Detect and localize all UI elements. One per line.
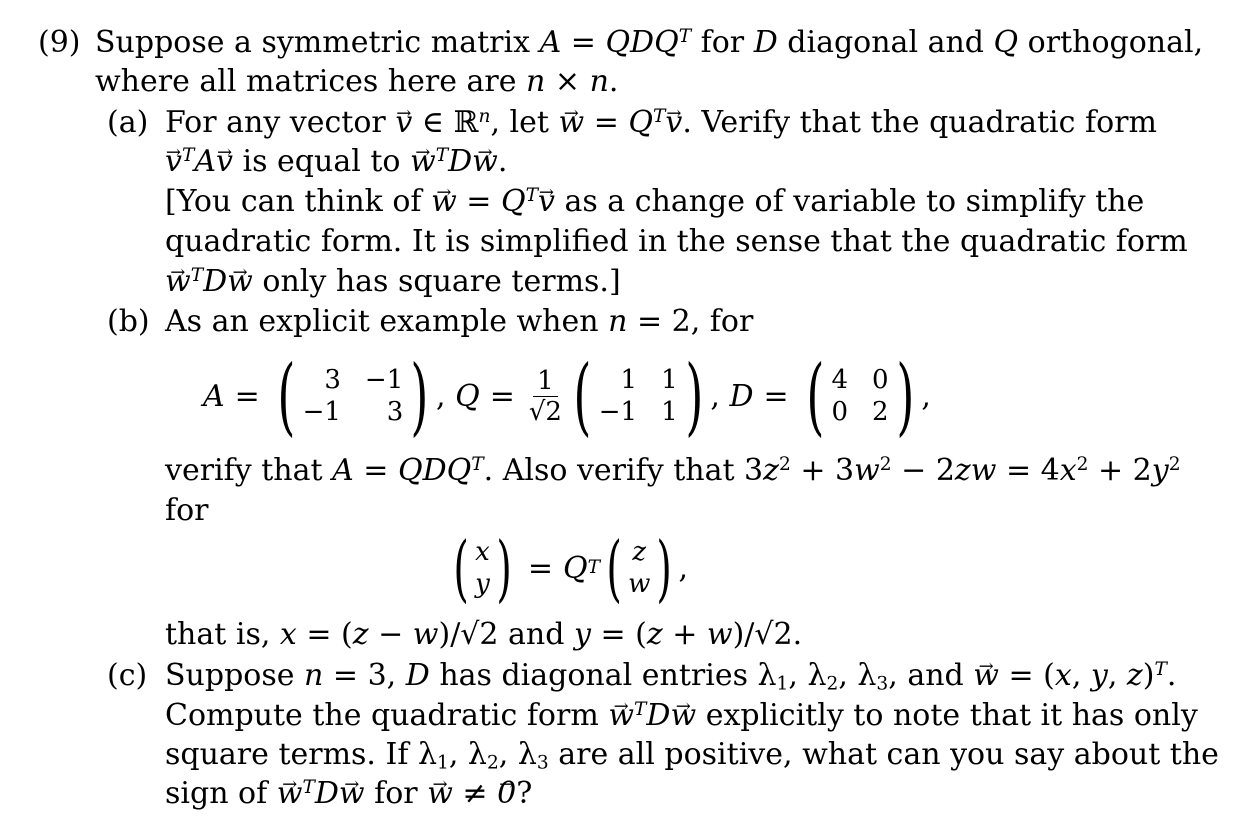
matrix-q <box>599 365 678 427</box>
fraction-denominator: √2 <box>528 396 562 427</box>
matrix-a-entry: 3 <box>386 397 404 427</box>
matrix-a <box>303 365 404 427</box>
matrix-d-entry: 2 <box>872 397 889 427</box>
matrix-d <box>831 365 888 427</box>
part-a-line-2: → $v^TA\to v$ is equal to → $w^TD\to w$. <box>165 144 507 180</box>
part-b-label: (b) <box>107 304 150 339</box>
part-b-line-3: for <box>165 493 209 528</box>
matrix-a-entry: 3 <box>324 365 341 395</box>
vector-entry: y <box>475 569 490 599</box>
matrix-a-entry: −1 <box>364 365 404 395</box>
part-c-line-3: square terms. If $\lambda_1$, $\lambda_2$, $\lambda_3$ are all positive, what can you say about the <box>165 737 1219 774</box>
part-c-label: (c) <box>107 658 148 693</box>
matrix-q-scalar <box>529 366 562 427</box>
part-c-line-4: sign of → $w^TD\to w$ for → w ≠ → 0? <box>165 776 532 812</box>
matrix-d-entry: 0 <box>831 397 849 427</box>
matrix-q-entry: 1 <box>661 397 678 427</box>
vector-entry: x <box>475 537 490 567</box>
matrix-d-entry: 0 <box>872 365 889 395</box>
problem-number: (9) <box>38 25 81 60</box>
vector-xy <box>475 537 490 599</box>
vector-zw <box>628 537 650 599</box>
matrix-q-entry: 1 <box>620 365 638 395</box>
matrix-definitions: A = ( 3 −1 −1 3 ) , Q = $\frac{1}{√2}$ ( 1 1 −1 1 ) , D = ( 4 0 0 2 ) , <box>203 347 931 445</box>
vector-entry: w <box>628 569 651 599</box>
part-a-note-line-2: quadratic form. It is simplified in the sense that the quadratic form <box>165 224 1188 259</box>
part-c-line-2: Compute the quadratic form → $w^TD\to w$ explicitly to note that it has only <box>165 698 1198 734</box>
part-b-line-4: that is, x = (z − w)/√2 and y = (z + w)/√2. <box>165 617 803 652</box>
part-a-label: (a) <box>107 105 149 140</box>
problem-intro-line-1: Suppose a symmetric matrix $A = QDQ^T$ for D diagonal and Q orthogonal, <box>95 25 1204 60</box>
part-a-note-line-1: [You can think of → $w = Q^T\to v$ as a change of variable to simplify the <box>165 184 1144 220</box>
matrix-q-entry: −1 <box>598 397 638 427</box>
part-c-line-1: Suppose n = 3, D has diagonal entries $\lambda_1$, $\lambda_2$, $\lambda_3$, and → w = (x, y, z)$^T$. <box>165 658 1176 694</box>
problem-intro-line-2: where all matrices here are n × n. <box>95 64 619 99</box>
part-b-line-1: As an explicit example when n = 2, for <box>165 304 754 339</box>
fraction-numerator: 1 <box>533 366 558 397</box>
part-a-note-line-3: → $w^TD\to w$ only has square terms.] <box>165 264 621 300</box>
part-b-line-2: verify that $A = QDQ^T$. Also verify that $3z^2 + 3w^2 - 2zw = 4x^2 + 2y^2$ <box>165 453 1181 488</box>
matrix-q-entry: 1 <box>661 365 678 395</box>
matrix-d-entry: 4 <box>831 365 849 395</box>
part-a-line-1: For any vector → v ∈ ℝ$^n$, let → $w = Q^T\to v$. Verify that the quadratic form <box>165 105 1157 141</box>
vector-entry: z <box>632 537 647 567</box>
matrix-a-entry: −1 <box>302 397 341 427</box>
vector-equation: ( x y ) = Q T ( z w ) , <box>453 526 689 610</box>
